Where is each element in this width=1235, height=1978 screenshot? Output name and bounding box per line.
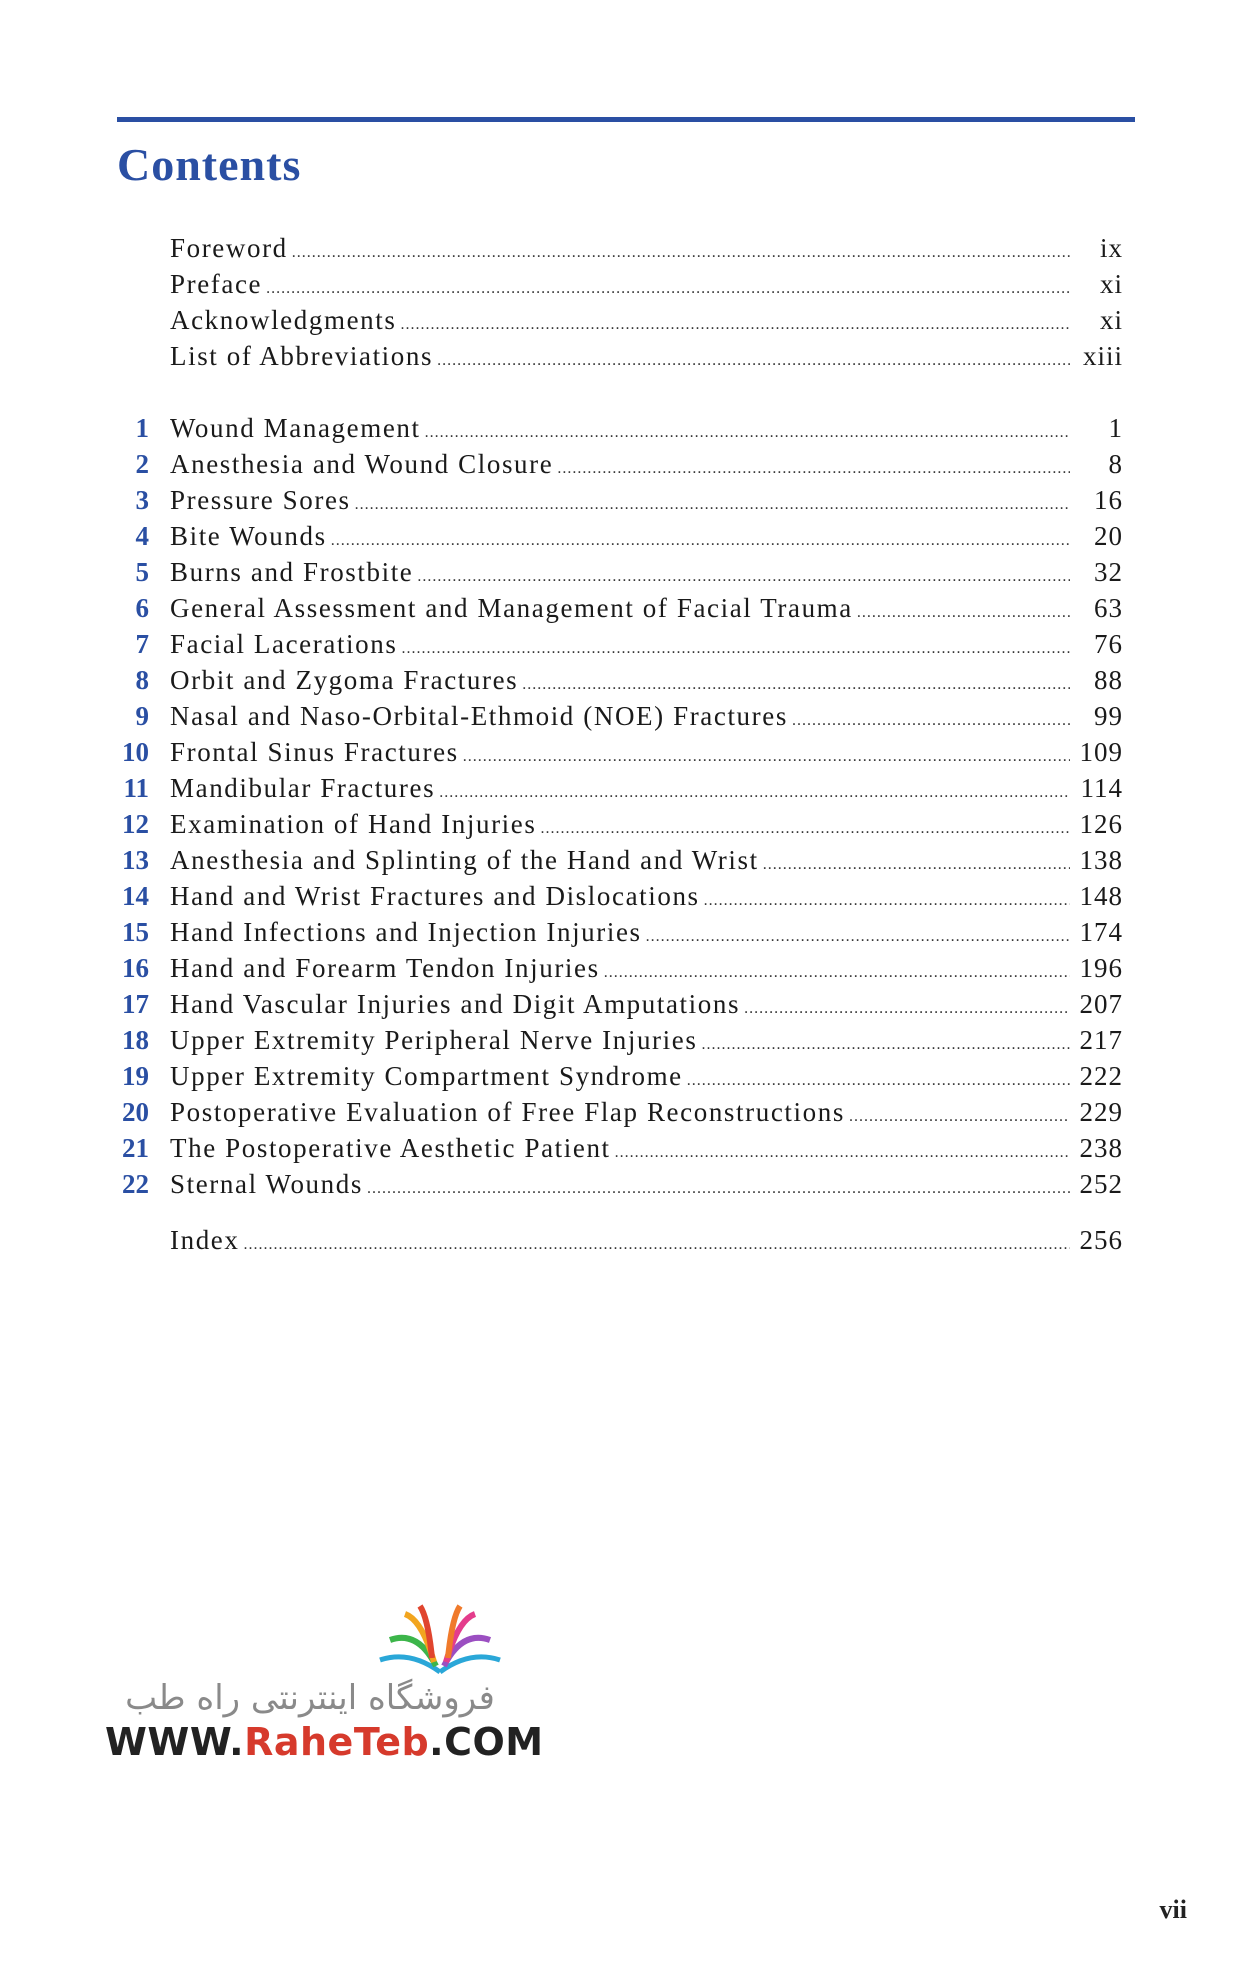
table-of-contents — [117, 230, 1135, 1258]
toc-entry[interactable] — [117, 302, 1135, 338]
toc-entry[interactable] — [117, 626, 1135, 662]
toc-entry-label: Index — [170, 1225, 240, 1255]
toc-entry[interactable] — [117, 482, 1135, 518]
toc-entry-label: Sternal Wounds — [170, 1169, 363, 1199]
toc-entry[interactable] — [117, 230, 1135, 266]
page-title: Contents — [117, 139, 302, 190]
toc-entry[interactable] — [117, 770, 1135, 806]
chapter-number: 11 — [123, 773, 149, 803]
toc-entry[interactable] — [117, 1130, 1135, 1166]
toc-entry-label: General Assessment and Management of Facial Trauma — [170, 593, 853, 623]
toc-entry-label: Bite Wounds — [170, 521, 327, 551]
toc-entry-label: Anesthesia and Wound Closure — [170, 449, 554, 479]
toc-entry-label: Mandibular Fractures — [170, 773, 436, 803]
chapter-number: 8 — [135, 665, 149, 695]
toc-entry-label: Anesthesia and Splinting of the Hand and Wrist — [170, 845, 759, 875]
toc-entry[interactable] — [117, 1166, 1135, 1202]
toc-entry-page: 63 — [1094, 593, 1123, 623]
toc-entry-page: 256 — [1079, 1225, 1123, 1255]
chapter-number: 18 — [122, 1025, 149, 1055]
dot-leader — [243, 1227, 1070, 1263]
dot-leader — [437, 343, 1070, 379]
toc-entry[interactable] — [117, 986, 1135, 1022]
toc-entry-label: Examination of Hand Injuries — [170, 809, 537, 839]
toc-entry-label: Burns and Frostbite — [170, 557, 414, 587]
toc-entry-page: 16 — [1094, 485, 1123, 515]
toc-entry-label: Hand and Forearm Tendon Injuries — [170, 953, 600, 983]
chapter-number: 6 — [135, 593, 149, 623]
toc-entry-page: ix — [1099, 233, 1123, 263]
dot-leader — [367, 1171, 1070, 1207]
chapter-number: 3 — [135, 485, 149, 515]
chapter-number: 22 — [122, 1169, 149, 1199]
toc-entry-page: 229 — [1079, 1097, 1123, 1127]
chapter-number: 15 — [122, 917, 149, 947]
toc-entry-page: 32 — [1094, 557, 1123, 587]
toc-entry-page: xi — [1099, 305, 1123, 335]
watermark — [105, 1600, 544, 1775]
header-rule — [117, 117, 1135, 122]
toc-entry[interactable] — [117, 1058, 1135, 1094]
chapter-number: 10 — [122, 737, 149, 767]
toc-entry[interactable] — [117, 878, 1135, 914]
toc-entry-page: xi — [1099, 269, 1123, 299]
watermark-url: WWW.RaheTeb.COM — [105, 1720, 544, 1764]
toc-entry[interactable] — [117, 590, 1135, 626]
chapter-number: 2 — [135, 449, 149, 479]
toc-entry-label: Postoperative Evaluation of Free Flap Reconstructions — [170, 1097, 845, 1127]
toc-entry-page: 148 — [1079, 881, 1123, 911]
toc-entry-label: Acknowledgments — [170, 305, 397, 335]
toc-entry-page: 99 — [1094, 701, 1123, 731]
toc-entry[interactable] — [117, 338, 1135, 374]
chapter-number: 7 — [135, 629, 149, 659]
toc-entry[interactable] — [117, 698, 1135, 734]
toc-entry[interactable] — [117, 554, 1135, 590]
toc-entry[interactable] — [117, 914, 1135, 950]
toc-entry-page: 20 — [1094, 521, 1123, 551]
chapter-number: 9 — [135, 701, 149, 731]
toc-entry[interactable] — [117, 842, 1135, 878]
chapter-number: 19 — [122, 1061, 149, 1091]
toc-entry-label: Nasal and Naso-Orbital-Ethmoid (NOE) Fractures — [170, 701, 788, 731]
chapter-number: 17 — [122, 989, 149, 1019]
toc-entry-page: 8 — [1108, 449, 1123, 479]
chapter-number: 12 — [122, 809, 149, 839]
toc-entry-page: 114 — [1080, 773, 1123, 803]
toc-entry-page: 196 — [1079, 953, 1123, 983]
toc-entry-label: Preface — [170, 269, 263, 299]
chapter-number: 21 — [122, 1133, 149, 1163]
toc-entry-label: Foreword — [170, 233, 288, 263]
open-book-fan-logo — [370, 1600, 510, 1680]
toc-entry-label: Facial Lacerations — [170, 629, 398, 659]
toc-entry-label: The Postoperative Aesthetic Patient — [170, 1133, 611, 1163]
toc-entry[interactable] — [117, 1022, 1135, 1058]
toc-entry-page: 1 — [1108, 413, 1123, 443]
toc-entry[interactable] — [117, 446, 1135, 482]
toc-entry[interactable] — [117, 266, 1135, 302]
toc-entry-page: 207 — [1079, 989, 1123, 1019]
toc-entry-label: Wound Management — [170, 413, 421, 443]
toc-entry-label: Upper Extremity Peripheral Nerve Injuries — [170, 1025, 698, 1055]
chapter-list — [117, 410, 1135, 1202]
toc-entry-label: Hand Infections and Injection Injuries — [170, 917, 642, 947]
toc-entry-label: Frontal Sinus Fractures — [170, 737, 459, 767]
toc-entry-page: 109 — [1079, 737, 1123, 767]
toc-entry-page: 88 — [1094, 665, 1123, 695]
toc-entry-page: 76 — [1094, 629, 1123, 659]
toc-entry-label: List of Abbreviations — [170, 341, 434, 371]
toc-entry-page: 238 — [1079, 1133, 1123, 1163]
toc-entry-label: Hand and Wrist Fractures and Dislocations — [170, 881, 700, 911]
chapter-number: 14 — [122, 881, 149, 911]
toc-entry-label: Upper Extremity Compartment Syndrome — [170, 1061, 683, 1091]
toc-entry-label: Pressure Sores — [170, 485, 351, 515]
toc-entry[interactable] — [117, 1094, 1135, 1130]
chapter-number: 16 — [122, 953, 149, 983]
chapter-number: 1 — [135, 413, 149, 443]
toc-entry[interactable] — [117, 806, 1135, 842]
watermark-persian-text: فروشگاه اینترنتی راه طب — [125, 1678, 495, 1718]
toc-entry-label: Orbit and Zygoma Fractures — [170, 665, 519, 695]
toc-entry[interactable] — [117, 734, 1135, 770]
toc-entry[interactable] — [117, 662, 1135, 698]
toc-entry-page: 126 — [1079, 809, 1123, 839]
chapter-number: 13 — [122, 845, 149, 875]
toc-entry[interactable] — [117, 518, 1135, 554]
toc-entry-page: 217 — [1079, 1025, 1123, 1055]
chapter-number: 4 — [135, 521, 149, 551]
toc-entry[interactable] — [117, 410, 1135, 446]
toc-entry-page: 222 — [1079, 1061, 1123, 1091]
toc-entry[interactable] — [117, 950, 1135, 986]
toc-entry-page: 252 — [1079, 1169, 1123, 1199]
chapter-number: 5 — [135, 557, 149, 587]
toc-entry-index[interactable] — [117, 1222, 1135, 1258]
chapter-number: 20 — [122, 1097, 149, 1127]
toc-entry-page: 174 — [1079, 917, 1123, 947]
front-matter-list — [117, 230, 1135, 374]
toc-entry-page: xiii — [1082, 341, 1123, 371]
page-number: vii — [1159, 1895, 1187, 1924]
toc-entry-label: Hand Vascular Injuries and Digit Amputations — [170, 989, 741, 1019]
toc-entry-page: 138 — [1079, 845, 1123, 875]
